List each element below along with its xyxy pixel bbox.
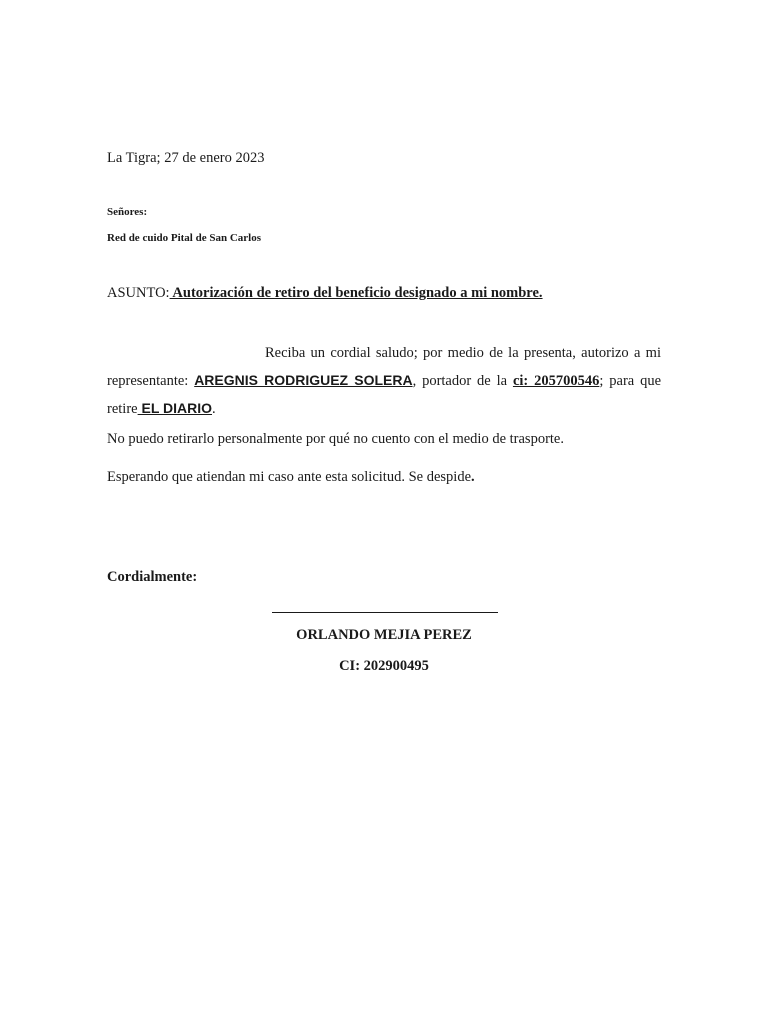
representative-name: AREGNIS RODRIGUEZ SOLERA [194, 372, 413, 388]
farewell-line [107, 469, 475, 486]
signer-id: CI: 202900495 [339, 658, 429, 674]
signer-name: ORLANDO MEJIA PEREZ [296, 627, 472, 643]
recipient-label: Señores: [107, 206, 148, 218]
farewell-text: Esperando que atiendan mi caso ante esta solicitud. Se despide [107, 469, 472, 485]
signature-line [272, 612, 498, 613]
subject-line [107, 285, 543, 302]
body-end: . [212, 401, 216, 417]
closing: Cordialmente: [107, 569, 198, 585]
body-mid: , portador de la [412, 373, 513, 389]
body-paragraph [107, 340, 661, 423]
date-line: La Tigra; 27 de enero 2023 [107, 150, 265, 166]
recipient-name: Red de cuido Pital de San Carlos [107, 232, 262, 244]
subject-text: Autorización de retiro del beneficio designado a mi nombre. [169, 285, 543, 301]
body-intro: Reciba un cordial saludo; por medio de la presenta, autorizo a mi representante: [107, 345, 661, 389]
representative-id: ci: 205700546 [512, 373, 600, 389]
reason-line: No puedo retirarlo personalmente por qué no cuento con el medio de trasporte. [107, 431, 564, 447]
benefit-item: EL DIARIO [137, 400, 213, 416]
farewell-dot: . [471, 469, 475, 485]
subject-label: ASUNTO [107, 285, 166, 301]
subject-colon: : [165, 285, 170, 301]
body-mid2: ; para que retire [107, 373, 662, 417]
